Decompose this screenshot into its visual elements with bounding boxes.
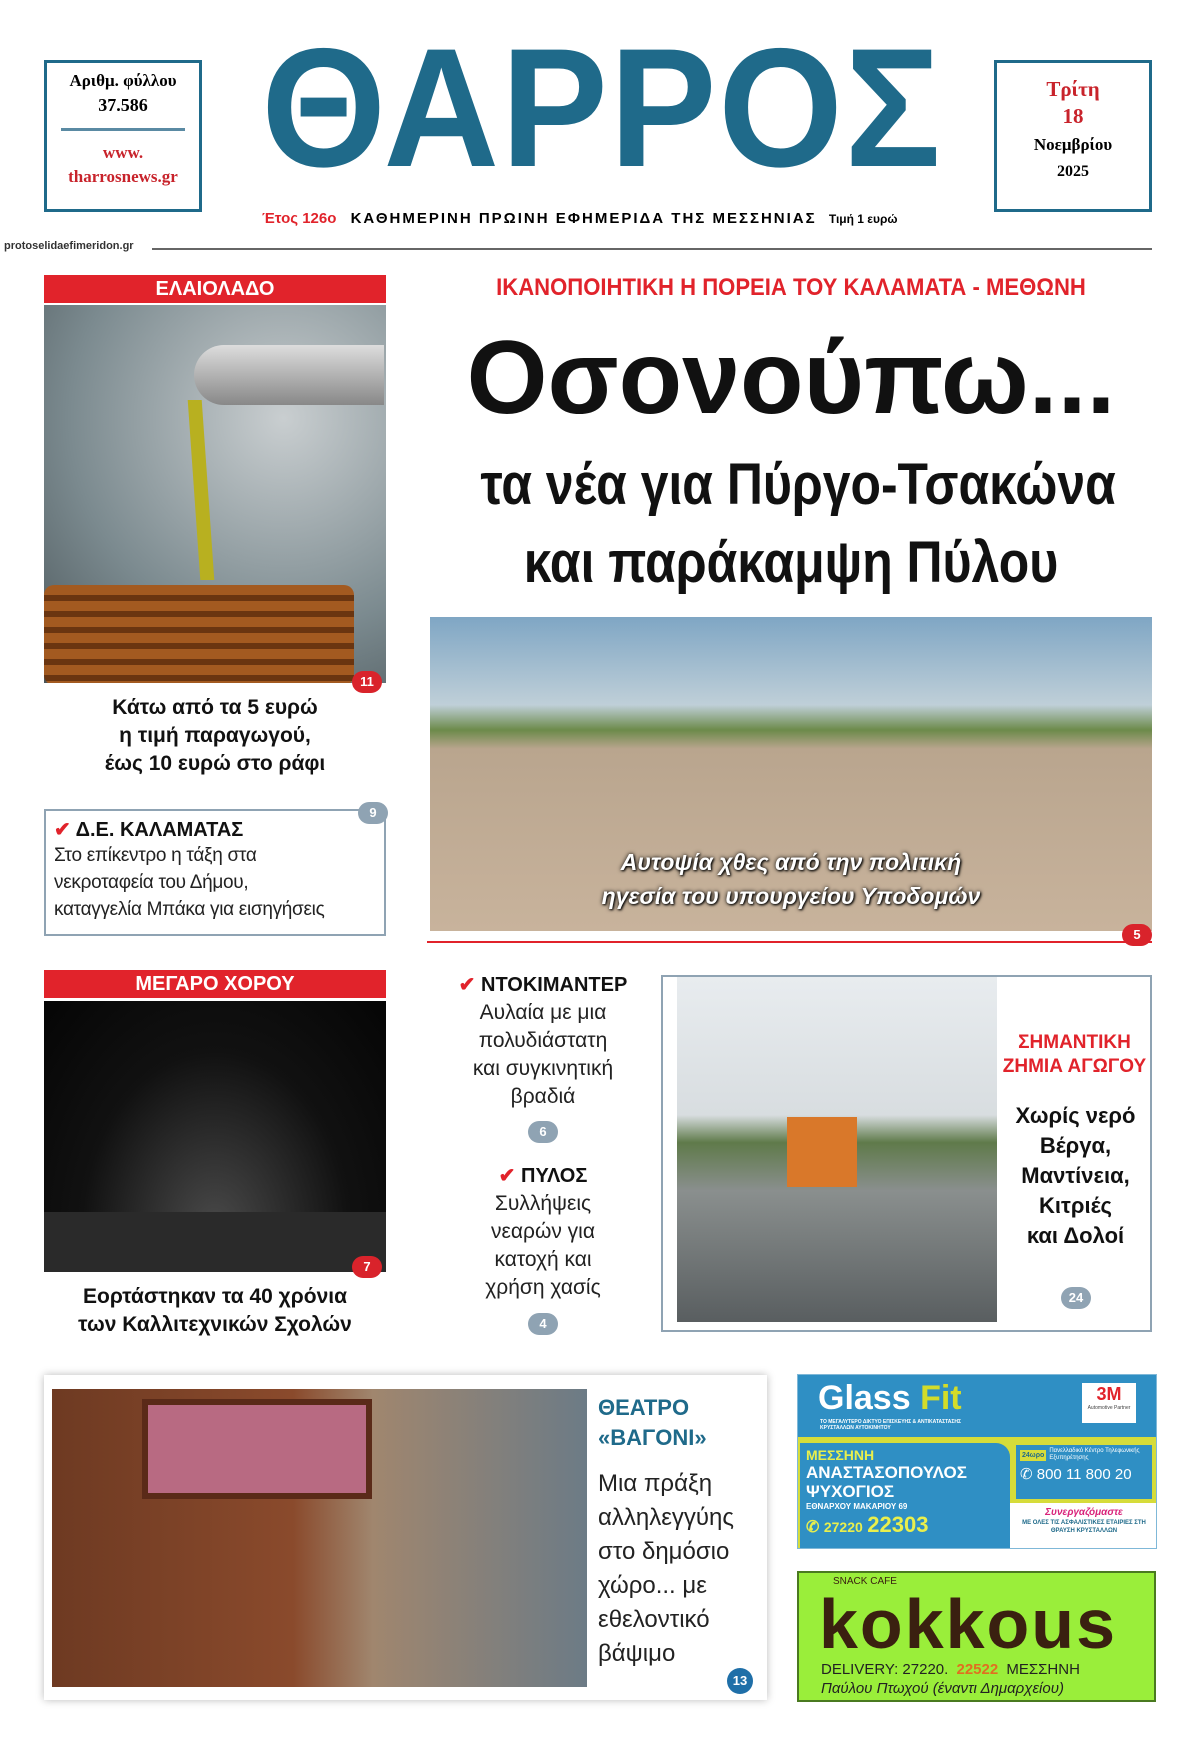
page-badge: 9 bbox=[358, 802, 388, 824]
olive-oil-photo bbox=[44, 305, 386, 683]
brand-part: Glass bbox=[818, 1379, 911, 1417]
lead-photo bbox=[430, 617, 1152, 931]
text-line: Βέργα, bbox=[1039, 1133, 1112, 1158]
caption-line: έως 10 ευρώ στο ράφι bbox=[104, 752, 326, 775]
year-label: Έτος 126ο bbox=[262, 210, 337, 227]
glassfit-logo bbox=[818, 1379, 962, 1417]
hours-badge: 24ωρο bbox=[1022, 1451, 1045, 1459]
oil-stream bbox=[188, 400, 215, 580]
glassfit-ad[interactable] bbox=[797, 1374, 1157, 1549]
theatre-text bbox=[598, 1467, 734, 1671]
coop-label: Συνεργαζόμαστε bbox=[1045, 1507, 1123, 1518]
text-line: και Δολοί bbox=[1026, 1223, 1125, 1248]
water-truck-photo bbox=[677, 977, 997, 1322]
theatre-kicker bbox=[598, 1393, 707, 1453]
coop-sub: ΜΕ ΟΛΕΣ ΤΙΣ ΑΣΦΑΛΙΣΤΙΚΕΣ ΕΤΑΙΡΙΕΣ ΣΤΗ ΘΡΑΥΣΗ ΚΡΥΣΤΑΛΛΩΝ bbox=[1022, 1520, 1146, 1534]
website-prefix: www. bbox=[102, 143, 144, 162]
photo-caption bbox=[430, 845, 1152, 913]
dealer-panel bbox=[800, 1443, 1010, 1549]
title-text: Δ.Ε. ΚΑΛΑΜΑΤΑΣ bbox=[75, 819, 244, 841]
text-line: Μαντίνεια, bbox=[1021, 1163, 1130, 1188]
issue-number: 37.586 bbox=[98, 95, 148, 115]
jar bbox=[44, 585, 354, 683]
text-line: νεαρών για bbox=[491, 1220, 595, 1243]
page-badge: 7 bbox=[352, 1256, 382, 1278]
text-line: νεκροταφεία του Δήμου, bbox=[54, 872, 249, 893]
page-badge: 5 bbox=[1122, 924, 1152, 946]
pylos-text bbox=[432, 1190, 654, 1302]
center-phone-number: 800 11 800 20 bbox=[1036, 1466, 1132, 1483]
center-row bbox=[1020, 1448, 1148, 1462]
kicker-line: ΖΗΜΙΑ ΑΓΩΓΟΥ bbox=[1002, 1056, 1147, 1077]
divider bbox=[61, 128, 185, 131]
dealer-name: ΨΥΧΟΓΙΟΣ bbox=[806, 1482, 895, 1501]
stage bbox=[44, 1212, 386, 1272]
water-kicker bbox=[997, 1031, 1152, 1079]
section-label-olive: ΕΛΑΙΟΛΑΔΟ bbox=[44, 275, 386, 306]
page-badge: 24 bbox=[1061, 1287, 1091, 1309]
delivery-number: 22522 bbox=[956, 1661, 999, 1678]
text-line: καταγγελία Μπάκα για εισηγήσεις bbox=[54, 899, 325, 920]
partner-sub: Automotive Partner bbox=[1087, 1405, 1131, 1411]
phone-prefix: 27220 bbox=[823, 1519, 863, 1535]
theatre-box bbox=[44, 1375, 767, 1700]
website-link[interactable]: tharrosnews.gr bbox=[68, 167, 178, 186]
text-line: πολυδιάστατη bbox=[478, 1029, 608, 1052]
dealer-phone bbox=[806, 1512, 1004, 1541]
logo: ΘΑΡΡΟΣ bbox=[261, 13, 943, 203]
partner-logo: 3M bbox=[1096, 1384, 1122, 1404]
year: 2025 bbox=[1057, 163, 1089, 180]
text-line: βάψιμο bbox=[598, 1640, 676, 1667]
tap-icon bbox=[194, 345, 384, 405]
text-line: Μια πράξη bbox=[598, 1470, 713, 1497]
water-text bbox=[999, 1101, 1152, 1251]
issue-box bbox=[44, 60, 202, 212]
concert-photo bbox=[44, 1001, 386, 1272]
painting-photo bbox=[52, 1389, 587, 1687]
text-line: χώρο... με bbox=[598, 1572, 707, 1599]
kokkous-logo: kokkous bbox=[819, 1585, 1117, 1663]
caption-line: ηγεσία του υπουργείου Υποδομών bbox=[601, 883, 981, 909]
tagline-row bbox=[262, 210, 962, 227]
glassfit-sub: ΤΟ ΜΕΓΑΛΥΤΕΡΟ ΔΙΚΤΥΟ ΕΠΙΣΚΕΥΗΣ & ΑΝΤΙΚΑΤΑΣΤΑΣΗΣ ΚΡΥΣΤΑΛΛΩΝ ΑΥΤΟΚΙΝΗΤΟΥ bbox=[820, 1419, 962, 1431]
kicker-line: ΣΗΜΑΝΤΙΚΗ bbox=[1018, 1032, 1131, 1053]
lead-headline: Οσονούπω... bbox=[466, 320, 1116, 436]
issue-label: Αριθμ. φύλλου bbox=[69, 71, 177, 90]
month: Νοεμβρίου bbox=[1033, 135, 1113, 154]
lead-rule bbox=[427, 941, 1152, 943]
partner-3m bbox=[1082, 1383, 1136, 1423]
lead-kicker: ΙΚΑΝΟΠΟΙΗΤΙΚΗ Η ΠΟΡΕΙΑ ΤΟΥ ΚΑΛΑΜΑΤΑ - ΜΕΘΩΝΗ bbox=[496, 274, 1086, 301]
page-badge: 4 bbox=[528, 1313, 558, 1335]
source-label[interactable]: protoselidaefimeridon.gr bbox=[4, 240, 134, 252]
truck bbox=[787, 1117, 857, 1187]
caption-line: Κάτω από τα 5 ευρώ bbox=[112, 696, 318, 719]
doc-text bbox=[432, 999, 654, 1111]
kokkous-ad[interactable] bbox=[797, 1571, 1156, 1702]
page-badge: 13 bbox=[727, 1668, 753, 1694]
text-line: Αυλαία με μια bbox=[479, 1001, 607, 1024]
phone-icon: ✆ bbox=[806, 1519, 820, 1536]
tagline: ΚΑΘΗΜΕΡΙΝΗ ΠΡΩΙΝΗ ΕΦΗΜΕΡΙΔΑ ΤΗΣ ΜΕΣΣΗΝΙΑΣ bbox=[350, 210, 817, 227]
date-box bbox=[994, 60, 1152, 212]
text-line: κατοχή και bbox=[494, 1248, 592, 1271]
text-line: Κιτριές bbox=[1039, 1193, 1112, 1218]
title-text: ΠΥΛΟΣ bbox=[521, 1165, 588, 1187]
delivery-label: DELIVERY: 27220. bbox=[821, 1661, 949, 1678]
phone-number: 22303 bbox=[867, 1512, 929, 1537]
delivery-city: ΜΕΣΣΗΝΗ bbox=[1006, 1661, 1080, 1678]
kokkous-address: Παύλου Πτωχού (έναντι Δημαρχείου) bbox=[821, 1680, 1064, 1697]
price: Τιμή 1 ευρώ bbox=[828, 212, 898, 226]
caption-line: Αυτοψία χθες από την πολιτική bbox=[620, 849, 962, 875]
de-kalamatas-box bbox=[44, 809, 386, 936]
pylos-story bbox=[432, 1163, 654, 1302]
title-text: ΝΤΟΚΙΜΑΝΤΕΡ bbox=[481, 974, 628, 996]
brand-part: Fit bbox=[920, 1379, 962, 1417]
weekday: Τρίτη bbox=[1046, 77, 1100, 101]
day-number: 18 bbox=[1062, 104, 1084, 128]
text-line: Χωρίς νερό bbox=[1015, 1103, 1136, 1128]
center-panel bbox=[1016, 1445, 1152, 1499]
kicker-line: ΘΕΑΤΡΟ bbox=[598, 1395, 690, 1420]
dealer-name: ΑΝΑΣΤΑΣΟΠΟΥΛΟΣ bbox=[806, 1463, 967, 1482]
de-text bbox=[54, 842, 376, 923]
text-line: στο δημόσιο bbox=[598, 1538, 730, 1565]
lead-subhead-2: και παράκαμψη Πύλου bbox=[523, 530, 1059, 595]
text-line: βραδιά bbox=[510, 1085, 576, 1108]
address: ΕΘΝΑΡΧΟΥ ΜΑΚΑΡΙΟΥ 69 bbox=[806, 1502, 908, 1511]
doc-story bbox=[432, 972, 654, 1111]
text-line: Συλλήψεις bbox=[494, 1192, 592, 1215]
lead-subhead-1: τα νέα για Πύργο-Τσακώνα bbox=[480, 452, 1116, 517]
kicker-line: «ΒΑΓΟΝΙ» bbox=[598, 1425, 707, 1450]
window bbox=[142, 1399, 372, 1499]
pylos-title: ✔ ΠΥΛΟΣ bbox=[498, 1165, 588, 1187]
center-phone: ✆ 800 11 800 20 bbox=[1020, 1466, 1132, 1483]
caption-line: των Καλλιτεχνικών Σχολών bbox=[78, 1313, 352, 1336]
megaro-caption bbox=[44, 1283, 386, 1339]
kokkous-delivery bbox=[821, 1661, 1080, 1679]
page-badge: 6 bbox=[528, 1121, 558, 1143]
coop-panel bbox=[1010, 1503, 1157, 1549]
text-line: αλληλεγγύης bbox=[598, 1504, 734, 1531]
header-rule bbox=[152, 248, 1152, 250]
page-badge: 11 bbox=[352, 671, 382, 693]
city: ΜΕΣΣΗΝΗ bbox=[806, 1447, 875, 1463]
text-line: εθελοντικό bbox=[598, 1606, 710, 1633]
olive-caption bbox=[44, 694, 386, 778]
water-box bbox=[661, 975, 1152, 1332]
text-line: χρήση χασίς bbox=[485, 1276, 601, 1299]
doc-title: ✔ ΝΤΟΚΙΜΑΝΤΕΡ bbox=[458, 974, 628, 996]
caption-line: η τιμή παραγωγού, bbox=[119, 724, 311, 747]
text-line: Στο επίκεντρο η τάξη στα bbox=[54, 845, 257, 866]
text-line: και συγκινητική bbox=[472, 1057, 614, 1080]
kokkous-small: SNACK CAFE bbox=[833, 1576, 897, 1587]
center-label: Πανελλαδικό Κέντρο Τηλεφωνικής Εξυπηρέτησης bbox=[1049, 1448, 1140, 1461]
section-label-megaro: ΜΕΓΑΡΟ ΧΟΡΟΥ bbox=[44, 970, 386, 1001]
caption-line: Εορτάστηκαν τα 40 χρόνια bbox=[83, 1285, 347, 1308]
de-title: ✔ Δ.Ε. ΚΑΛΑΜΑΤΑΣ bbox=[54, 819, 244, 841]
